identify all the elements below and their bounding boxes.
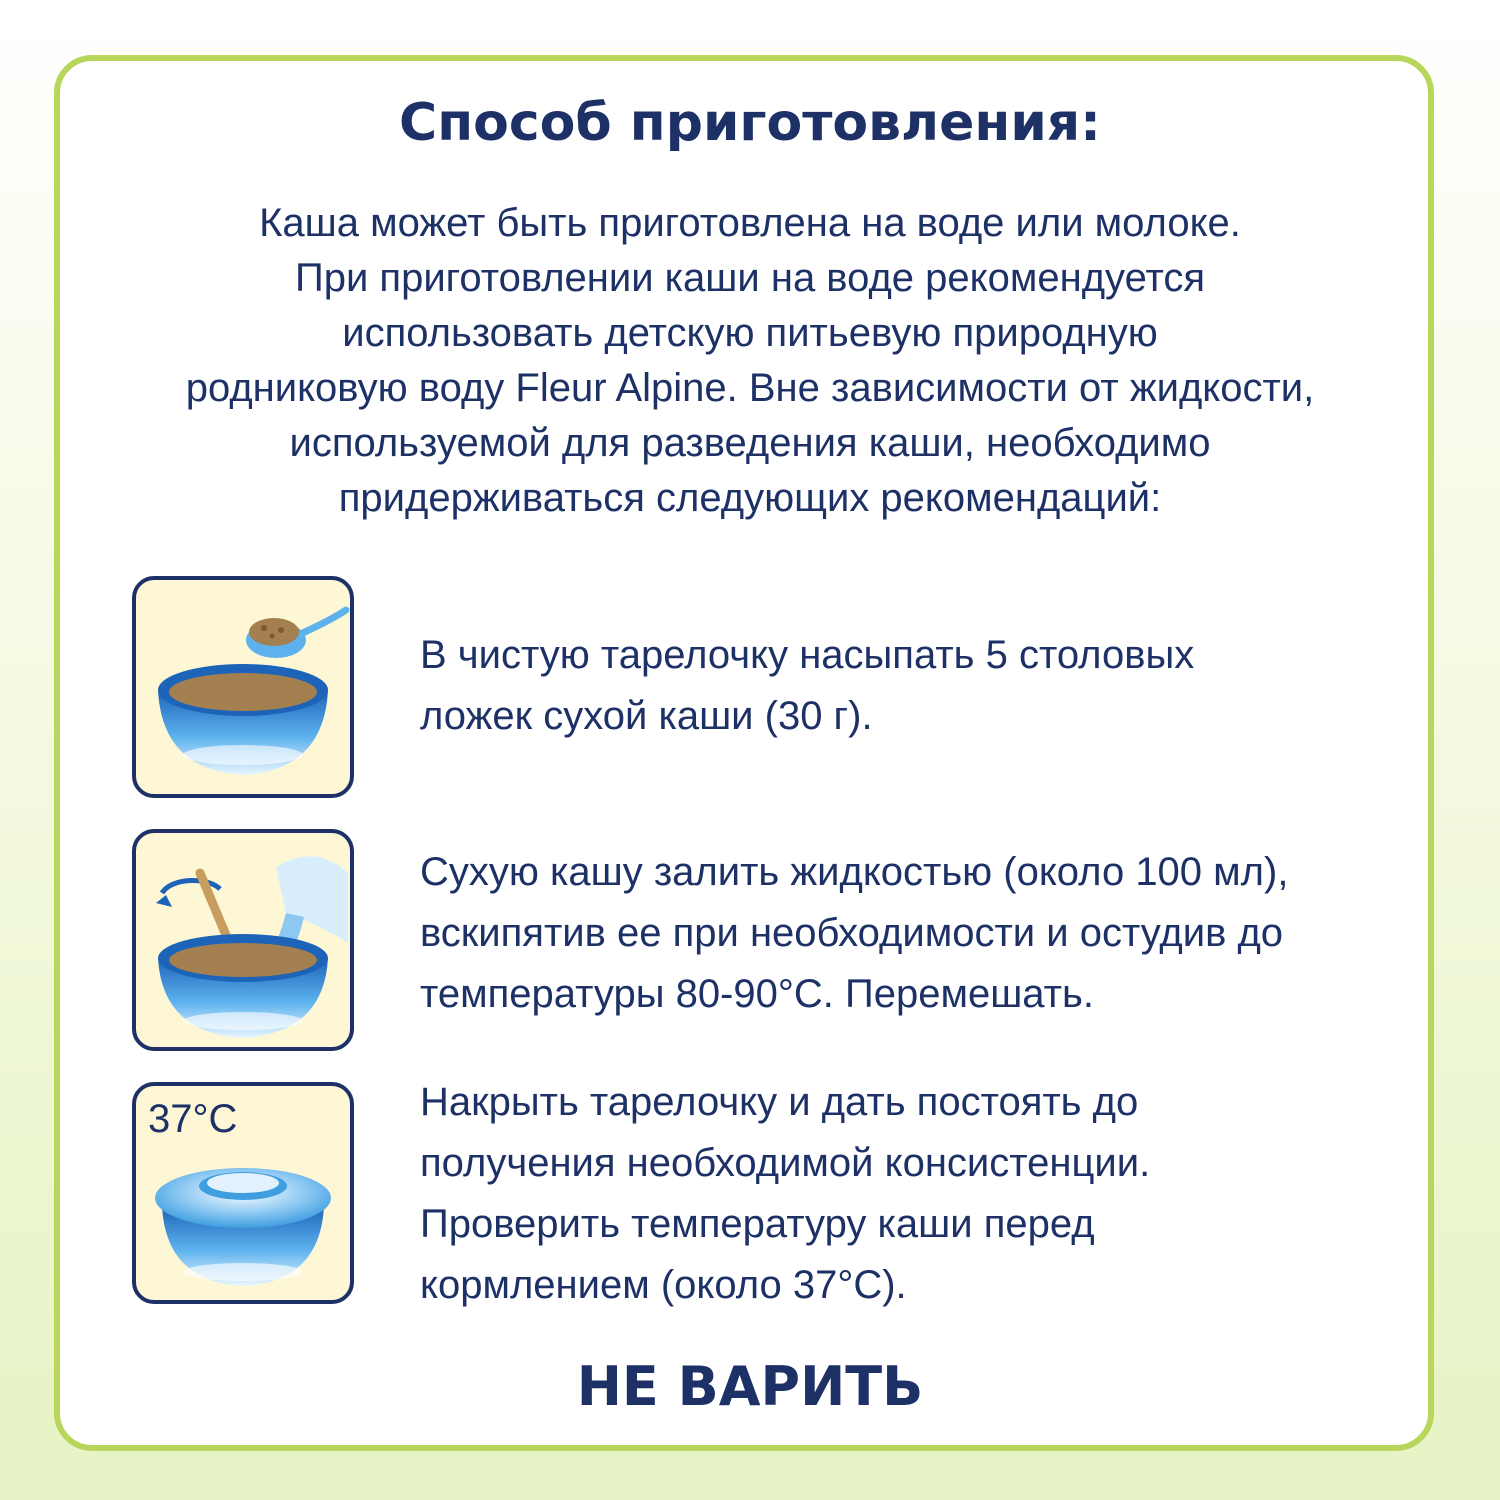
page-title: Способ приготовления: <box>399 93 1101 153</box>
bowl-spoon-icon <box>132 576 354 798</box>
covered-bowl-icon <box>132 1082 354 1304</box>
step-1-text: В чистую тарелочку насыпать 5 столовых ложек сухой каши (30 г). <box>420 633 1195 738</box>
intro-paragraph <box>70 196 1430 526</box>
intro-line: использовать детскую питьевую природную <box>342 311 1158 355</box>
step-2-text: Сухую кашу залить жидкостью (около 100 мл), вскипятив ее при необходимости и остудив до температуры 80-90°C. Перемешать. <box>420 850 1289 1016</box>
intro-line: Каша может быть приготовлена на воде или молоке. <box>259 201 1241 245</box>
step-3-text: Накрыть тарелочку и дать постоять до получения необходимой консистенции. Проверить температуру каши перед кормлением (около 37°C). <box>420 1080 1151 1307</box>
intro-line: родниковую воду Fleur Alpine. Вне зависимости от жидкости, <box>185 366 1315 410</box>
bowl-stir-pour-icon <box>132 829 354 1051</box>
do-not-boil-warning: НЕ ВАРИТЬ <box>576 1355 924 1418</box>
temperature-label: 37°C <box>148 1097 238 1141</box>
intro-line: используемой для разведения каши, необходимо <box>289 421 1211 465</box>
intro-line: При приготовлении каши на воде рекомендуется <box>294 256 1206 300</box>
intro-line: придерживаться следующих рекомендаций: <box>338 476 1162 520</box>
